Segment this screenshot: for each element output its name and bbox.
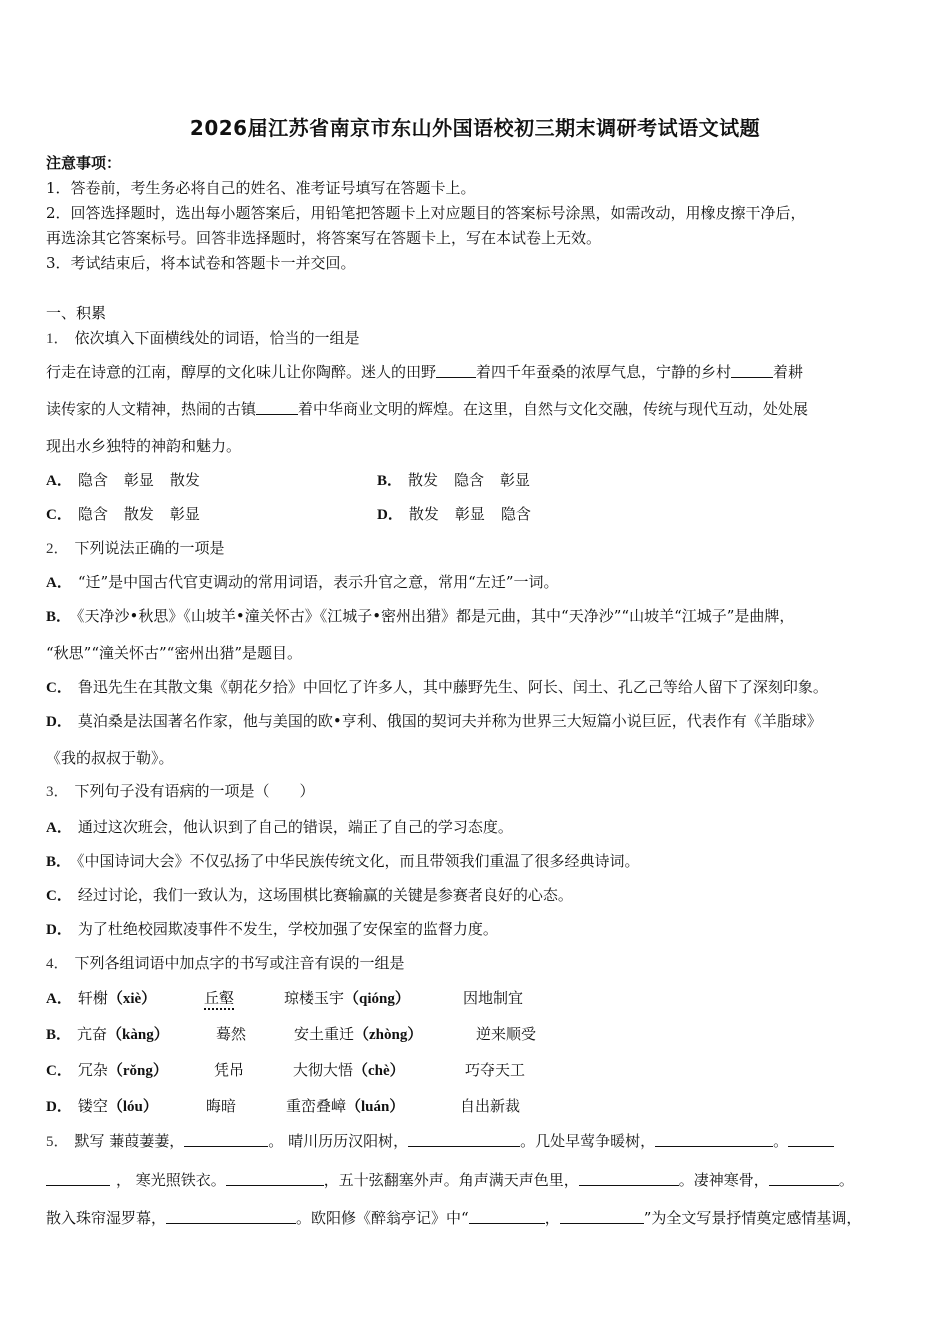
question-5-line — [46, 1170, 854, 1190]
option-label: A． — [46, 991, 72, 1007]
question-text: ， 寒光照铁衣。 — [116, 1171, 226, 1189]
question-text: ”为全文写景抒情奠定感情基调， — [643, 1209, 862, 1227]
fill-blank[interactable] — [226, 1171, 324, 1186]
question-text: 默写 蒹葭萋萋， — [74, 1132, 185, 1150]
option-word: 逆来顺受 — [476, 1025, 537, 1043]
question-number: 1． — [46, 331, 69, 347]
option-text: 莫泊桑是法国著名作家，他与美国的欧•亨利、俄国的契诃夫并称为世界三大短篇小说巨匠，代表作有《羊脂球》 — [77, 712, 822, 730]
option-text: “迁”是中国古代官吏调动的常用词语，表示升官之意，常用“左迁”一词。 — [77, 573, 559, 591]
fill-blank[interactable] — [469, 1209, 545, 1224]
fill-blank[interactable] — [560, 1209, 644, 1224]
option-label: A． — [46, 473, 72, 489]
option-word: 重峦叠嶂 — [286, 1097, 347, 1115]
pinyin: （zhòng） — [354, 1027, 423, 1043]
pinyin: （qióng） — [344, 991, 410, 1007]
question-text: 。 — [773, 1132, 789, 1150]
question-1-passage-line — [46, 362, 803, 382]
option-label: D． — [377, 507, 403, 523]
option-c-word1 — [46, 1060, 168, 1081]
notice-item: 再选涂其它答案标号。回答非选择题时，将答案写在答题卡上，写在本试卷上无效。 — [46, 229, 602, 247]
option-b[interactable] — [46, 851, 640, 872]
option-label: B． — [46, 1027, 72, 1043]
option-word: 因地制宜 — [463, 989, 524, 1007]
question-number: 4． — [46, 956, 69, 972]
option-word: 隐含 — [454, 471, 485, 489]
option-label: D． — [46, 1099, 72, 1115]
option-label: B． — [377, 473, 403, 489]
option-word: 凭吊 — [214, 1061, 245, 1079]
option-label: D． — [46, 922, 72, 938]
option-label: B． — [46, 854, 72, 870]
option-text: 鲁迅先生在其散文集《朝花夕拾》中回忆了许多人，其中藤野先生、阿长、闰土、孔乙己等给人留下了深刻印象。 — [77, 678, 828, 696]
option-word: 大彻大悟 — [293, 1061, 354, 1079]
option-b-word3 — [294, 1024, 422, 1045]
passage-text: 行走在诗意的江南，醇厚的文化味儿让你陶醉。迷人的田野 — [46, 363, 437, 381]
option-c[interactable] — [46, 504, 216, 525]
question-1-passage-line: 现出水乡独特的神韵和魅力。 — [46, 437, 242, 455]
notice-item: 2．回答选择题时，选出每小题答案后，用铅笔把答题卡上对应题目的答案标号涂黑，如需改动，用橡皮擦干净后， — [46, 204, 806, 222]
pinyin: （rǒng） — [107, 1063, 168, 1079]
fill-blank — [731, 363, 773, 378]
option-b[interactable] — [377, 470, 546, 491]
fill-blank[interactable] — [769, 1171, 839, 1186]
question-number: 3． — [46, 784, 69, 800]
question-text: 。欧阳修《醉翁亭记》中“ — [296, 1209, 469, 1227]
fill-blank[interactable] — [166, 1209, 296, 1224]
option-label: C． — [46, 680, 72, 696]
option-d[interactable] — [46, 919, 498, 940]
option-word: 隐含 — [77, 471, 108, 489]
fill-blank — [256, 400, 298, 415]
question-5-line — [46, 1131, 834, 1152]
fill-blank[interactable] — [46, 1171, 110, 1186]
option-d-word1 — [46, 1096, 158, 1117]
fill-blank[interactable] — [788, 1132, 834, 1147]
option-word: 散发 — [169, 471, 200, 489]
option-c[interactable] — [46, 677, 828, 698]
option-b-continued: “秋思”“潼关怀古”“密州出猎”是题目。 — [46, 644, 303, 662]
pinyin: （chè） — [353, 1063, 405, 1079]
option-label: C． — [46, 888, 72, 904]
option-label: A． — [46, 575, 72, 591]
option-word: 晦暗 — [206, 1097, 237, 1115]
option-text: 为了杜绝校园欺凌事件不发生，学校加强了安保室的监督力度。 — [77, 920, 498, 938]
option-c-word3 — [293, 1060, 405, 1081]
question-number: 2． — [46, 541, 69, 557]
option-b-word1 — [46, 1024, 169, 1045]
option-word: 安土重迁 — [294, 1025, 355, 1043]
option-word: 散发 — [123, 505, 154, 523]
section-heading: 一、积累 — [46, 304, 107, 322]
option-word: 亢奋 — [77, 1025, 108, 1043]
question-text: 。 晴川历历汉阳树， — [268, 1132, 409, 1150]
pinyin: （xiè） — [107, 991, 157, 1007]
question-3-stem — [46, 781, 315, 802]
option-word: 彰显 — [500, 471, 531, 489]
option-word: 隐含 — [77, 505, 108, 523]
option-label: A． — [46, 820, 72, 836]
fill-blank[interactable] — [408, 1132, 520, 1147]
question-5-line — [46, 1208, 861, 1228]
question-4-stem — [46, 953, 405, 974]
question-text: 。凄神寒骨， — [678, 1171, 769, 1189]
passage-text: 读传家的人文精神，热闹的古镇 — [46, 400, 257, 418]
question-text: ， — [544, 1209, 560, 1227]
question-text: 。几处早莺争暖树， — [520, 1132, 656, 1150]
option-d-word3 — [286, 1096, 404, 1117]
pinyin: （kàng） — [107, 1027, 169, 1043]
option-d[interactable] — [377, 504, 547, 525]
option-text: 经过讨论，我们一致认为，这场围棋比赛输赢的关键是参赛者良好的心态。 — [77, 886, 573, 904]
option-word: 彰显 — [169, 505, 200, 523]
option-a-word3 — [284, 988, 410, 1009]
option-word: 隐含 — [500, 505, 531, 523]
option-word: 轩榭 — [77, 989, 108, 1007]
notice-item: 1．答卷前，考生务必将自己的姓名、准考证号填写在答题卡上。 — [46, 179, 476, 197]
option-word: 彰显 — [123, 471, 154, 489]
option-word: 琼楼玉宇 — [284, 989, 345, 1007]
fill-blank[interactable] — [655, 1132, 773, 1147]
option-word: 自出新裁 — [460, 1097, 521, 1115]
option-b[interactable] — [46, 606, 794, 627]
option-text: 《天净沙•秋思》《山坡羊•潼关怀古》《江城子•密州出猎》都是元曲，其中“天净沙”“山坡羊“江城子”是曲牌， — [77, 607, 795, 625]
fill-blank[interactable] — [184, 1132, 268, 1147]
page-title: 2026届江苏省南京市东山外国语校初三期末调研考试语文试题 — [189, 116, 761, 140]
question-text: ，五十弦翻塞外声。角声满天声色里， — [323, 1171, 579, 1189]
option-c[interactable] — [46, 885, 573, 906]
option-label: B． — [46, 609, 72, 625]
option-a[interactable] — [46, 470, 216, 491]
option-label: C． — [46, 1063, 72, 1079]
option-word: 彰显 — [454, 505, 485, 523]
fill-blank — [436, 363, 476, 378]
question-text: 。 — [838, 1171, 854, 1189]
option-word: 冗杂 — [77, 1061, 108, 1079]
option-text: 通过这次班会，他认识到了自己的错误，端正了自己的学习态度。 — [77, 818, 513, 836]
question-2-stem — [46, 538, 225, 559]
option-word: 散发 — [408, 471, 439, 489]
passage-text: 着四千年蚕桑的浓厚气息，宁静的乡村 — [476, 363, 732, 381]
option-text: 《中国诗词大会》不仅弘扬了中华民族传统文化，而且带领我们重温了很多经典诗词。 — [77, 852, 640, 870]
question-text: 下列说法正确的一项是 — [74, 539, 225, 557]
option-label: D． — [46, 714, 72, 730]
question-text: 下列句子没有语病的一项是（ ） — [74, 782, 315, 800]
option-a-word1 — [46, 988, 156, 1009]
notice-heading: 注意事项： — [46, 154, 122, 172]
question-text: 依次填入下面横线处的词语，恰当的一组是 — [74, 329, 360, 347]
question-number: 5． — [46, 1134, 69, 1150]
pinyin: （lóu） — [107, 1099, 158, 1115]
option-word: 丘壑 — [204, 988, 234, 1010]
option-word: 镂空 — [77, 1097, 108, 1115]
pinyin: （luán） — [346, 1099, 405, 1115]
question-1-stem — [46, 328, 360, 349]
option-word: 巧夺天工 — [465, 1061, 526, 1079]
option-label: C． — [46, 507, 72, 523]
question-text: 散入珠帘湿罗幕， — [46, 1209, 167, 1227]
question-text: 下列各组词语中加点字的书写或注音有误的一组是 — [74, 954, 405, 972]
option-a[interactable] — [46, 817, 513, 838]
passage-text: 着耕 — [773, 363, 804, 381]
option-d[interactable] — [46, 711, 822, 732]
option-word: 散发 — [408, 505, 439, 523]
option-a[interactable] — [46, 572, 559, 593]
fill-blank[interactable] — [579, 1171, 679, 1186]
question-1-passage-line — [46, 399, 808, 419]
passage-text: 着中华商业文明的辉煌。在这里，自然与文化交融，传统与现代互动，处处展 — [298, 400, 809, 418]
notice-item: 3．考试结束后，将本试卷和答题卡一并交回。 — [46, 254, 356, 272]
option-word: 蓦然 — [216, 1025, 247, 1043]
option-d-continued: 《我的叔叔于勒》。 — [46, 749, 174, 767]
